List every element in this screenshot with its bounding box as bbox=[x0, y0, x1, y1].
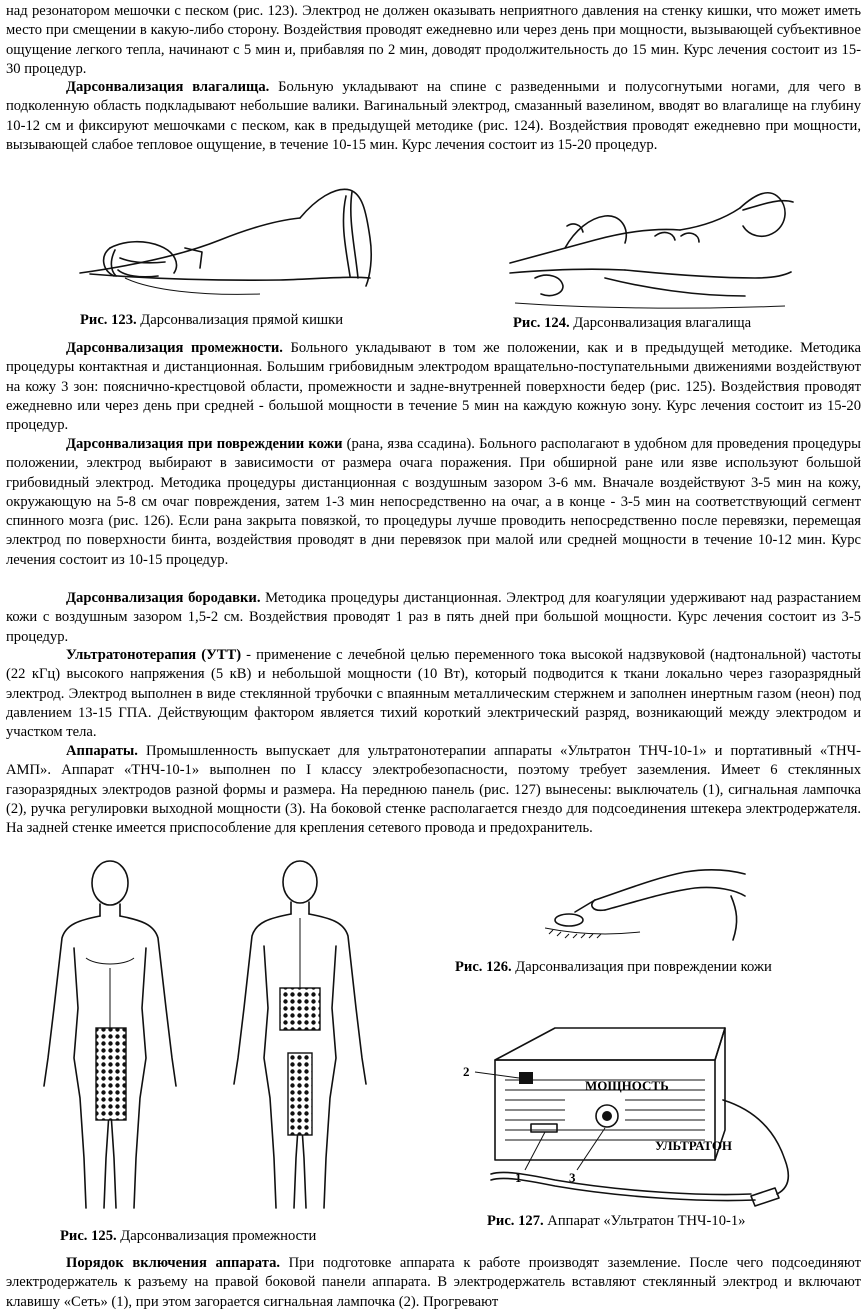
back-body-figure bbox=[234, 861, 366, 1208]
figure-125-illustration bbox=[30, 858, 390, 1223]
paragraph-text: Промышленность выпускает для ультратонотерапии аппараты «Ультратон ТНЧ-10-1» и портативный «ТНЧ-АМП». Аппарат «ТНЧ-10-1» выполнен по I классу электробезопасности, поэтому требует заземления. Имеет 6 стеклянных газоразрядных электродов разной формы и размера. На переднюю панель (рис. 127) вынесены: выключатель (1), сигнальная лампочка (2), ручка регулировки выходной мощности (3). На боковой стенке располагается гнездо для подсоединения штекера электродержателя. На задней стенке имеется приспособление для крепления сетевого провода и предохранитель. bbox=[6, 743, 861, 836]
paragraph-text: над резонатором мешочки с песком (рис. 123). Электрод не должен оказывать неприятного давления на стенку кишки, что может иметь место при смещении в какую-либо сторону. Воздействия проводят ежедневно или через день при мощности, вызывающей субъективное ощущение легкого тепла, начинают с 5 мин и, прибавляя по 2 мин, доводят продолжительность до 15 мин. Курс лечения состоит из 15-30 процедур. bbox=[6, 3, 861, 77]
paragraph-text: (рана, язва ссадина). Больного располагают в удобном для проведения процедуры положении, электрод выбирают в зависимости от размера очага поражения. При обширной ране или язве используют большой грибовидный электрод. Методика процедуры дистанционная с воздушным зазором 3-6 мм. Вначале воздействуют 3-5 мин на кожу, окружающую на 5-8 см очаг повреждения, затем 1-3 мин непосредственно на очаг, а в конце - 3-5 мин на соответствующий сегмент спинного мозга (рис. 126). Если рана закрыта повязкой, то процедуры лучше проводить непосредственно после перевязки, перемещая электрод по поверхности бинта, воздействия проводят в дни перевязок при малой или средней мощности в течение 10-12 мин. Курс лечения состоит из 10-15 процедур. bbox=[6, 436, 861, 568]
section-heading: Дарсонвализация при повреждении кожи bbox=[66, 436, 343, 452]
figure-127-caption bbox=[487, 1212, 745, 1230]
label-knob-number: 3 bbox=[569, 1170, 576, 1185]
figure-number: Рис. 127. bbox=[487, 1213, 544, 1229]
paragraph-devices bbox=[6, 742, 861, 838]
caption-text: Дарсонвализация прямой кишки bbox=[136, 312, 344, 328]
paragraph-text: Больного укладывают в том же положении, как и в предыдущей методике. Методика процедуры контактная и дистанционная. Большим грибовидным электродом вращательно-поступательными движениями воздействуют на кожу 3 зон: пояснично-крестцовой области, промежности и задне-внутренней поверхности бедер (рис. 125). Воздействия проводят ежедневно или через день при средней - большой мощности в течение 5 мин на каждую кожную зону. Курс лечения состоит из 15-20 процедур. bbox=[6, 340, 862, 433]
figure-126-illustration bbox=[545, 860, 750, 950]
paragraph-wart bbox=[6, 589, 861, 647]
figure-number: Рис. 124. bbox=[513, 315, 570, 331]
paragraph-text: При подготовке аппарата к работе производят заземление. После чего подсоединяют электродержатель к разъему на правой боковой панели аппарата. В электродержатель вставляют стеклянный электрод и включают клавишу «Сеть» (1), при этом загорается сигнальная лампочка (2). Прогревают bbox=[6, 1255, 861, 1310]
paragraph-switch-on-order bbox=[6, 1254, 861, 1312]
front-body-figure bbox=[44, 861, 176, 1208]
caption-text: Дарсонвализация промежности bbox=[116, 1228, 317, 1244]
figure-124-caption bbox=[513, 314, 751, 332]
paragraph-perineum bbox=[6, 339, 861, 435]
figure-125-caption bbox=[60, 1227, 316, 1245]
section-heading: Дарсонвализация бородавки. bbox=[66, 590, 261, 606]
panel-label-power: МОЩНОСТЬ bbox=[585, 1078, 669, 1093]
paragraph-rectal-continued bbox=[6, 2, 861, 79]
section-heading: Дарсонвализация влагалища. bbox=[66, 79, 270, 95]
label-switch-number: 1 bbox=[515, 1170, 522, 1185]
paragraph-skin-damage bbox=[6, 435, 861, 570]
paragraph-text: - применение с лечебной целью переменного тока высокой надзвуковой (надтональной) частоты (22 кГц) высокого напряжения (5 кВ) и небольшой мощности (10 Вт), который подводится к ткани локально через газоразрядный электрод. Электрод выполнен в виде стеклянной трубочки с впаянным металлическим стержнем и заполнен инертным газом (неон) под давлением 13-15 ГПА. Действующим фактором является тихий короткий электрический разряд, возникающий между электродом и участком тела. bbox=[6, 647, 861, 740]
section-heading: Порядок включения аппарата. bbox=[66, 1255, 281, 1271]
panel-label-brand: УЛЬТРАТОН bbox=[655, 1138, 733, 1153]
paragraph-vaginal bbox=[6, 78, 861, 155]
figure-number: Рис. 123. bbox=[80, 312, 137, 328]
section-heading: Аппараты. bbox=[66, 743, 138, 759]
paragraph-text: Больную укладывают на спине с разведенными и полусогнутыми ногами, для чего в подколенную область подкладывают небольшие валики. Вагинальный электрод, смазанный вазелином, вводят во влагалище на глубину 10-12 см и фиксируют мешочками с песком, как в предыдущей методике (рис. 124). Воздействия проводят ежедневно при мощности, вызывающей слабое тепловое ощущение, в течение 10-15 мин. Курс лечения состоит из 15-20 процедур. bbox=[6, 79, 861, 153]
label-lamp-number: 2 bbox=[463, 1064, 470, 1079]
paragraph-ultratonotherapy bbox=[6, 646, 861, 742]
figure-123-illustration bbox=[70, 178, 380, 306]
caption-text: Дарсонвализация влагалища bbox=[569, 315, 752, 331]
figure-127-illustration bbox=[455, 1020, 830, 1210]
figure-126-caption bbox=[455, 958, 772, 976]
caption-text: Аппарат «Ультратон ТНЧ-10-1» bbox=[543, 1213, 746, 1229]
paragraph-text: Методика процедуры дистанционная. Электрод для коагуляции удерживают над разрастанием кожи с воздушным зазором 1,5-2 см. Воздействия проводят 1 раз в пять дней при большой мощности. Курс лечения состоит из 3-5 процедур. bbox=[6, 590, 862, 645]
section-heading: Ультратонотерапия (УТТ) bbox=[66, 647, 242, 663]
caption-text: Дарсонвализация при повреждении кожи bbox=[511, 959, 772, 975]
figure-123-caption bbox=[80, 311, 343, 329]
figure-124-illustration bbox=[505, 178, 795, 313]
figure-number: Рис. 125. bbox=[60, 1228, 117, 1244]
figure-number: Рис. 126. bbox=[455, 959, 512, 975]
section-heading: Дарсонвализация промежности. bbox=[66, 340, 283, 356]
